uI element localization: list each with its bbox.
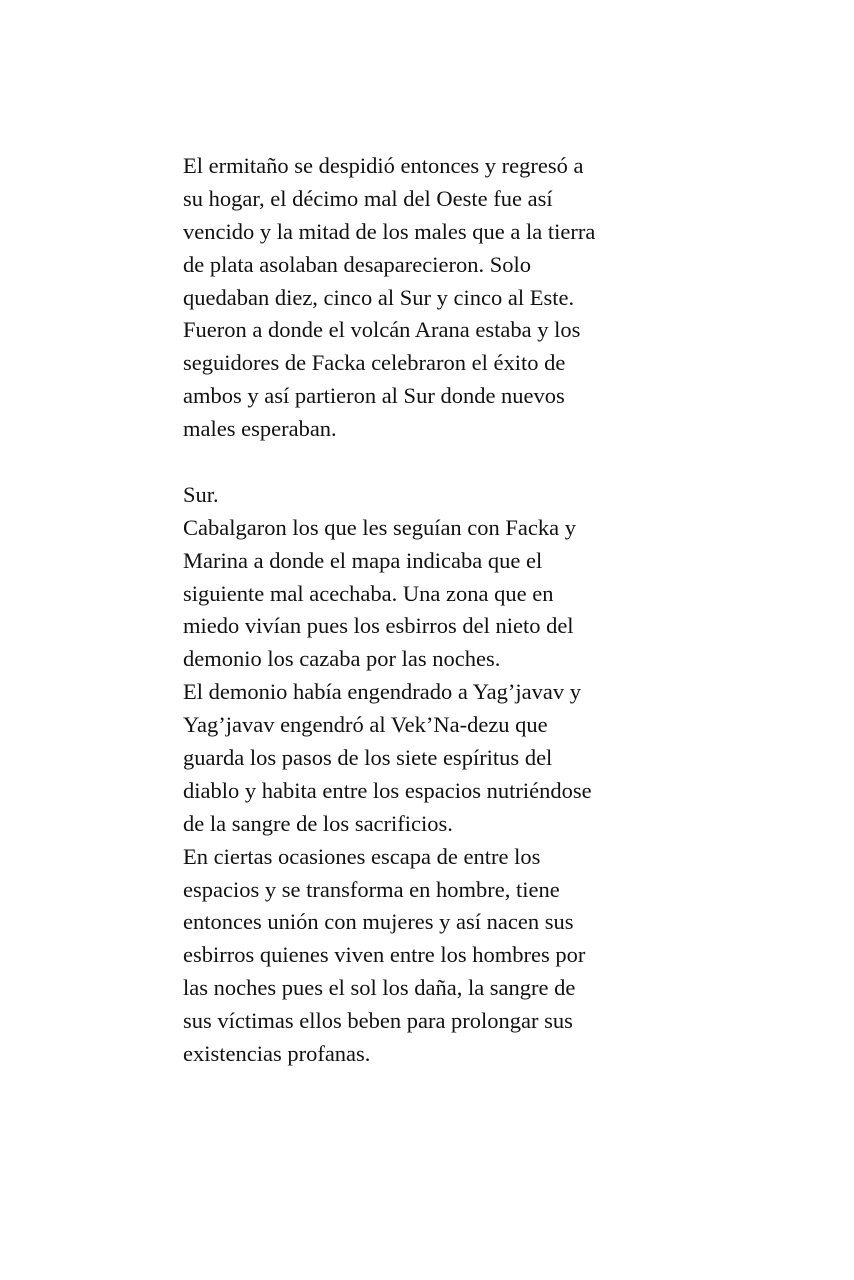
text-line: de la sangre de los sacrificios.: [183, 810, 453, 836]
section-heading: Sur.: [183, 481, 219, 507]
text-line: demonio los cazaba por las noches.: [183, 646, 501, 672]
text-line: Fueron a donde el volcán Arana estaba y los: [183, 317, 581, 343]
text-line: diablo y habita entre los espacios nutriéndose: [183, 777, 592, 803]
text-line: guarda los pasos de los siete espíritus del: [183, 745, 553, 771]
text-line: El ermitaño se despidió entonces y regresó a: [183, 153, 584, 178]
text-line: existencias profanas.: [183, 1041, 371, 1067]
text-line: sus víctimas ellos beben para prolongar sus: [183, 1008, 573, 1034]
text-line: El demonio había engendrado a Yag’javav y: [183, 679, 582, 705]
text-line: entonces unión con mujeres y así nacen sus: [183, 909, 574, 935]
text-line: esbirros quienes viven entre los hombres por: [183, 942, 586, 968]
text-line: su hogar, el décimo mal del Oeste fue así: [183, 185, 553, 211]
text-line: Marina a donde el mapa indicaba que el: [183, 547, 543, 573]
text-line: de plata asolaban desaparecieron. Solo: [183, 251, 531, 277]
text-line: las noches pues el sol los daña, la sangre de: [183, 975, 576, 1001]
text-line: vencido y la mitad de los males que a la tierra: [183, 218, 596, 244]
text-line: ambos y así partieron al Sur donde nuevos: [183, 383, 565, 409]
text-line: En ciertas ocasiones escapa de entre los: [183, 843, 541, 869]
blank-line: [183, 446, 683, 479]
text-line: siguiente mal acechaba. Una zona que en: [183, 580, 554, 606]
text-line: males esperaban.: [183, 416, 337, 442]
text-line: seguidores de Facka celebraron el éxito de: [183, 350, 566, 376]
document-page-text: [183, 150, 683, 1071]
text-line: quedaban diez, cinco al Sur y cinco al Este.: [183, 284, 575, 310]
text-line: Cabalgaron los que les seguían con Facka y: [183, 514, 577, 540]
text-line: Yag’javav engendró al Vek’Na-dezu que: [183, 712, 548, 738]
text-line: miedo vivían pues los esbirros del nieto del: [183, 613, 574, 639]
text-line: espacios y se transforma en hombre, tiene: [183, 876, 560, 902]
